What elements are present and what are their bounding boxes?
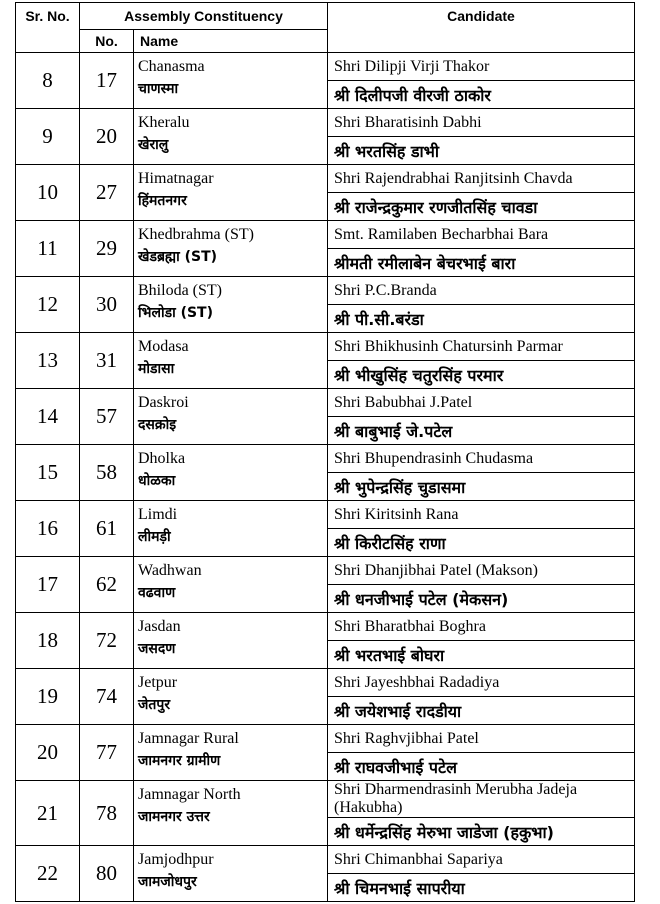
candidate-name-en: Shri Bharatbhai Boghra: [328, 613, 635, 641]
constituency-name-hi: भिलोडा (ST): [138, 305, 214, 321]
table-row: [16, 221, 635, 249]
header-assembly-constituency: Assembly Constituency: [80, 3, 328, 30]
constituency-name-hi: धोळका: [138, 473, 176, 489]
sr-no-cell: 20: [16, 725, 80, 781]
table-row: [16, 501, 635, 529]
sr-no-cell: 9: [16, 109, 80, 165]
table-row: [16, 277, 635, 305]
constituency-name-en: Daskroi: [138, 394, 189, 411]
candidate-name-hi: श्री भीखुसिंह चतुरसिंह परमार: [328, 361, 635, 389]
constituency-name-hi: हिंमतनगर: [138, 193, 187, 209]
constituency-name-hi: जसदण: [138, 641, 176, 657]
constituency-no-cell: 61: [80, 501, 134, 557]
sr-no-cell: 14: [16, 389, 80, 445]
candidate-name-hi: श्री धर्मेन्द्रसिंह मेरुभा जाडेजा (हकुभा): [328, 818, 635, 846]
constituency-name-cell: [134, 53, 328, 109]
candidate-name-hi: श्री चिमनभाई सापरीया: [328, 874, 635, 902]
constituency-name-en: Dholka: [138, 450, 186, 467]
candidate-name-hi: श्री जयेशभाई रादडीया: [328, 697, 635, 725]
constituency-no-cell: 20: [80, 109, 134, 165]
sr-no-cell: 18: [16, 613, 80, 669]
constituency-name-en: Wadhwan: [138, 562, 202, 579]
candidate-name-hi: श्री राजेन्द्रकुमार रणजीतसिंह चावडा: [328, 193, 635, 221]
table-row: [16, 53, 635, 81]
candidate-name-en: Shri Babubhai J.Patel: [328, 389, 635, 417]
table-row: [16, 109, 635, 137]
candidate-name-hi: श्री भुपेन्द्रसिंह चुडासमा: [328, 473, 635, 501]
candidate-name-hi: श्रीमती रमीलाबेन बेचरभाई बारा: [328, 249, 635, 277]
candidate-name-hi: श्री दिलीपजी वीरजी ठाकोर: [328, 81, 635, 109]
constituency-name-cell: [134, 333, 328, 389]
constituency-name-cell: [134, 277, 328, 333]
table-row: [16, 613, 635, 641]
sr-no-cell: 22: [16, 846, 80, 902]
constituency-no-cell: 30: [80, 277, 134, 333]
table-row: [16, 781, 635, 818]
constituency-name-en: Jamnagar Rural: [138, 730, 239, 747]
constituency-name-hi: दसक्रोइ: [138, 417, 177, 433]
constituency-name-en: Modasa: [138, 338, 189, 355]
constituency-no-cell: 57: [80, 389, 134, 445]
sr-no-cell: 16: [16, 501, 80, 557]
constituency-name-en: Kheralu: [138, 114, 190, 131]
table-row: [16, 669, 635, 697]
constituency-name-hi: मोडासा: [138, 361, 175, 377]
constituency-no-cell: 77: [80, 725, 134, 781]
constituency-name-cell: [134, 669, 328, 725]
candidate-name-hi: श्री बाबुभाई जे.पटेल: [328, 417, 635, 445]
constituency-name-cell: [134, 221, 328, 277]
constituency-no-cell: 80: [80, 846, 134, 902]
candidate-name-hi: श्री भरतसिंह डाभी: [328, 137, 635, 165]
sr-no-cell: 8: [16, 53, 80, 109]
candidate-name-en: Shri Bharatisinh Dabhi: [328, 109, 635, 137]
constituency-name-cell: [134, 501, 328, 557]
constituency-name-en: Bhiloda (ST): [138, 282, 222, 299]
candidate-name-en: Shri P.C.Branda: [328, 277, 635, 305]
sr-no-cell: 21: [16, 781, 80, 846]
candidate-name-en: Shri Bhupendrasinh Chudasma: [328, 445, 635, 473]
constituency-name-en: Jamnagar North: [138, 786, 241, 803]
constituency-name-hi: जामनगर ग्रामीण: [138, 753, 221, 769]
constituency-name-en: Jamjodhpur: [138, 851, 214, 868]
constituency-name-cell: [134, 445, 328, 501]
candidate-name-hi: श्री पी.सी.बरंडा: [328, 305, 635, 333]
header-candidate: Candidate: [328, 3, 635, 53]
table-row: [16, 389, 635, 417]
table-row: [16, 165, 635, 193]
constituency-name-cell: [134, 165, 328, 221]
sr-no-cell: 17: [16, 557, 80, 613]
candidate-name-en: Shri Dharmendrasinh Merubha Jadeja (Hakubha): [328, 781, 635, 818]
constituency-no-cell: 27: [80, 165, 134, 221]
header-name: Name: [134, 30, 328, 53]
constituency-no-cell: 29: [80, 221, 134, 277]
header-sr-no: Sr. No.: [16, 3, 80, 53]
constituency-name-cell: [134, 109, 328, 165]
constituency-name-hi: खेरालु: [138, 137, 169, 153]
candidate-name-en: Shri Rajendrabhai Ranjitsinh Chavda: [328, 165, 635, 193]
candidate-name-en: Shri Dilipji Virji Thakor: [328, 53, 635, 81]
constituency-name-cell: [134, 781, 328, 846]
table-row: [16, 846, 635, 874]
sr-no-cell: 19: [16, 669, 80, 725]
constituency-name-hi: जामनगर उत्तर: [138, 809, 210, 825]
constituency-name-cell: [134, 846, 328, 902]
constituency-no-cell: 62: [80, 557, 134, 613]
candidate-name-hi: श्री राघवजीभाई पटेल: [328, 753, 635, 781]
constituency-no-cell: 17: [80, 53, 134, 109]
sr-no-cell: 11: [16, 221, 80, 277]
constituency-no-cell: 72: [80, 613, 134, 669]
constituency-name-hi: जामजोधपुर: [138, 874, 197, 890]
candidate-name-hi: श्री किरीटसिंह राणा: [328, 529, 635, 557]
candidate-name-en: Shri Chimanbhai Sapariya: [328, 846, 635, 874]
constituency-no-cell: 78: [80, 781, 134, 846]
candidate-name-en: Shri Bhikhusinh Chatursinh Parmar: [328, 333, 635, 361]
candidate-name-en: Shri Dhanjibhai Patel (Makson): [328, 557, 635, 585]
table-row: [16, 557, 635, 585]
constituency-no-cell: 74: [80, 669, 134, 725]
constituency-name-en: Chanasma: [138, 58, 205, 75]
constituency-name-hi: वढवाण: [138, 585, 176, 601]
candidate-table: [15, 2, 635, 902]
sr-no-cell: 13: [16, 333, 80, 389]
candidate-name-en: Shri Kiritsinh Rana: [328, 501, 635, 529]
constituency-no-cell: 58: [80, 445, 134, 501]
sr-no-cell: 15: [16, 445, 80, 501]
header-no: No.: [80, 30, 134, 53]
constituency-name-hi: खेडब्रह्मा (ST): [138, 249, 218, 265]
candidate-name-hi: श्री धनजीभाई पटेल (मेकसन): [328, 585, 635, 613]
constituency-name-hi: चाणस्मा: [138, 81, 179, 97]
constituency-name-cell: [134, 389, 328, 445]
candidate-name-en: Smt. Ramilaben Becharbhai Bara: [328, 221, 635, 249]
constituency-name-hi: लीमड़ी: [138, 529, 171, 545]
candidate-name-en: Shri Raghvjibhai Patel: [328, 725, 635, 753]
constituency-name-cell: [134, 725, 328, 781]
constituency-name-cell: [134, 613, 328, 669]
sr-no-cell: 12: [16, 277, 80, 333]
table-row: [16, 445, 635, 473]
constituency-name-en: Khedbrahma (ST): [138, 226, 254, 243]
sr-no-cell: 10: [16, 165, 80, 221]
candidate-name-en: Shri Jayeshbhai Radadiya: [328, 669, 635, 697]
table-row: [16, 725, 635, 753]
constituency-name-en: Jasdan: [138, 618, 181, 635]
constituency-name-en: Limdi: [138, 506, 178, 523]
constituency-name-hi: जेतपुर: [138, 697, 171, 713]
constituency-name-en: Himatnagar: [138, 170, 214, 187]
constituency-name-cell: [134, 557, 328, 613]
candidate-name-hi: श्री भरतभाई बोघरा: [328, 641, 635, 669]
constituency-no-cell: 31: [80, 333, 134, 389]
constituency-name-en: Jetpur: [138, 674, 178, 691]
table-row: [16, 333, 635, 361]
